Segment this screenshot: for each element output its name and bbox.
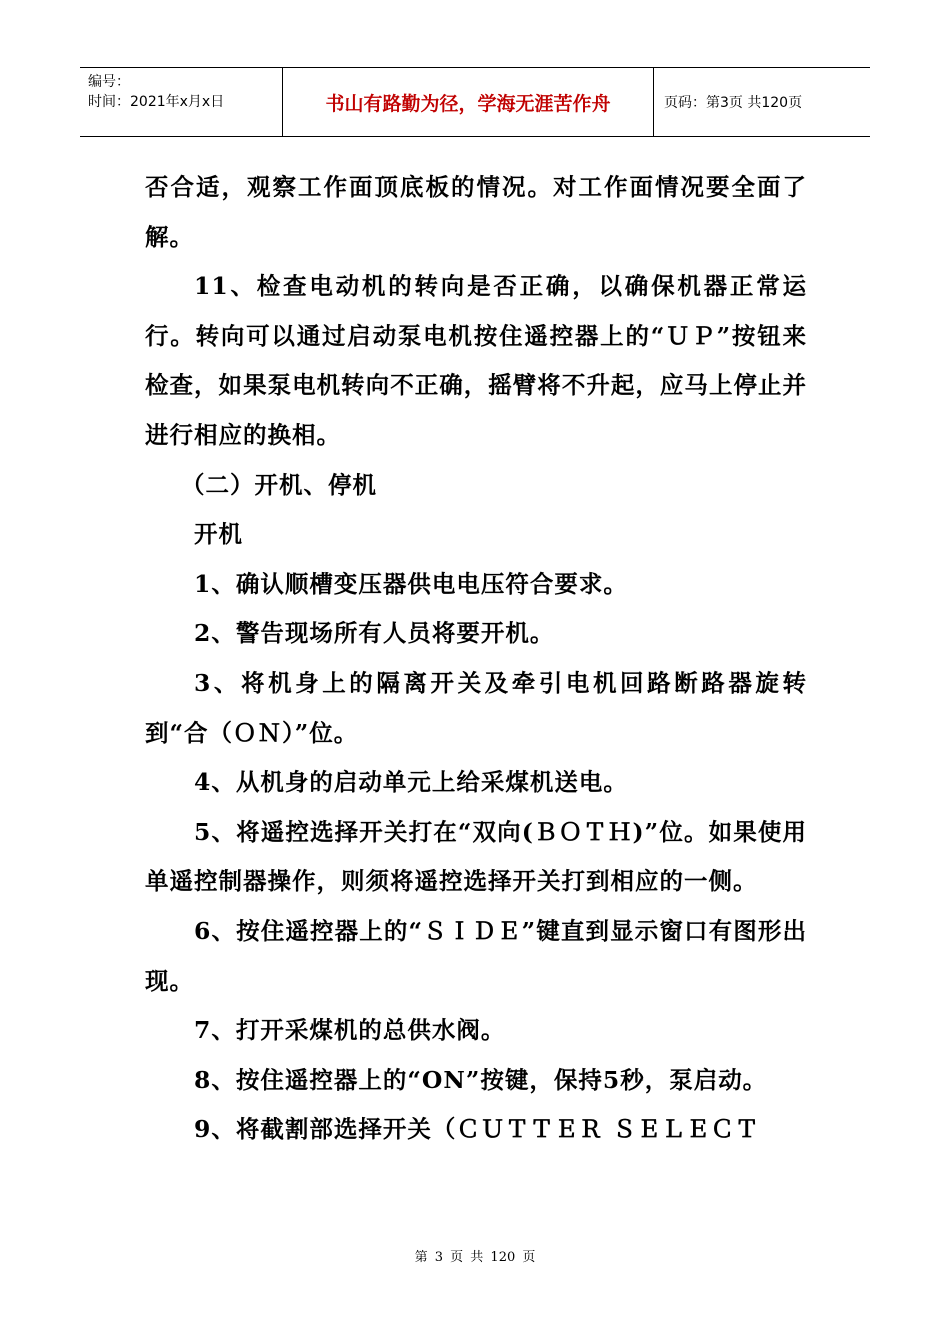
list-item: 4、从机身的启动单元上给采煤机送电。: [194, 768, 628, 797]
header-motto: 书山有路勤为径，学海无涯苦作舟: [282, 68, 654, 136]
document-header: [80, 67, 870, 137]
list-item: 7、打开采煤机的总供水阀。: [194, 1016, 506, 1045]
document-body: [145, 163, 807, 1155]
list-item: 5、将遥控选择开关打在“双向(ＢＯＴＨ)”位。如果使用单遥控制器操作，则须将遥控选择开关打到相应的一侧。: [145, 817, 807, 896]
list-item: 2、警告现场所有人员将要开机。: [194, 619, 555, 648]
page-footer: 第 3 页 共 120 页: [414, 1250, 536, 1265]
list-item: 6、按住遥控器上的“ＳＩＤＥ”键直到显示窗口有图形出现。: [145, 916, 807, 995]
header-meta: [80, 68, 282, 136]
subsection-heading: 开机: [194, 520, 243, 549]
list-item: 1、确认顺槽变压器供电电压符合要求。: [194, 569, 628, 598]
section-heading: （二）开机、停机: [181, 470, 377, 499]
list-item: 3、将机身上的隔离开关及牵引电机回路断路器旋转到“合（ＯＮ）”位。: [145, 668, 807, 747]
paragraph: 否合适，观察工作面顶底板的情况。对工作面情况要全面了解。: [145, 173, 807, 251]
list-item: 8、按住遥控器上的“ON”按键，保持5秒，泵启动。: [194, 1065, 768, 1094]
document-number-label: 编号：: [88, 74, 130, 90]
document-date: 时间：2021年x月x日: [88, 94, 225, 110]
header-page-info: 页码：第3页 共120页: [664, 95, 803, 111]
list-item: 9、将截割部选择开关（ＣＵＴＴＥＲ ＳＥＬＥＣＴ: [194, 1115, 760, 1144]
paragraph: 11、检查电动机的转向是否正确，以确保机器正常运行。转向可以通过启动泵电机按住遥控器上的“ＵＰ”按钮来检查，如果泵电机转向不正确，摇臂将不升起，应马上停止并进行相应的换相。: [145, 272, 807, 449]
